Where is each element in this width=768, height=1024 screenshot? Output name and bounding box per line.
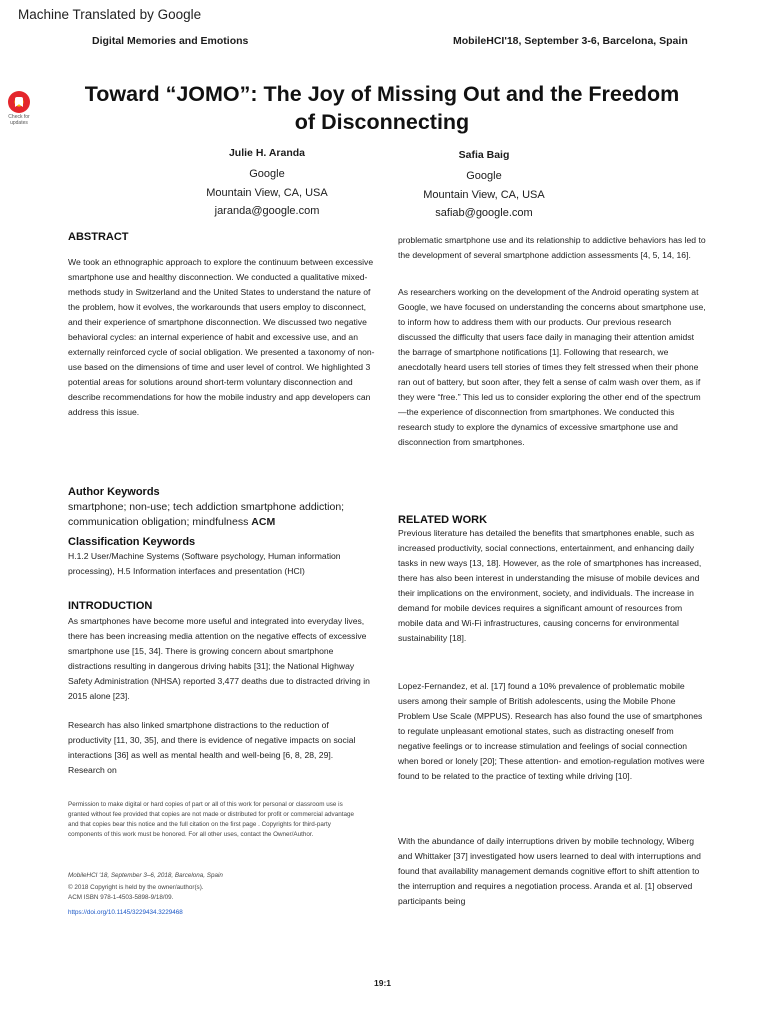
check-for-updates-badge[interactable] <box>4 91 34 127</box>
introduction-paragraph-1: As smartphones have become more useful and integrated into everyday lives, there has been increasing media attention on the negative effects of excessive smartphone use [15, 34]. There is growing concern about smartphone distractions resulting in dangerous driving habits [31]; the National Highway Safety Administration (NHSA) reported 3,477 deaths due to distracted driving in 2015 alone [23]. <box>68 616 370 701</box>
abstract-body: We took an ethnographic approach to explore the continuum between excessive smartphone use and healthy disconnection. We conducted a qualitative mixed-methods study in Switzerland and the United States to understand the nature of the problem, how it evolves, the workarounds that users employ to disconnect, and their experience of smartphone disconnection. We discussed two negative behavioral cycles: an internal experience of habit and excessive use, and an externally reinforced cycle of social obligation. We presented a taxonomy of non-use based on the dimensions of time and user level of control. We highlighted 3 potential areas for solutions around short-term voluntary disconnection and describe recommendations for how the mobile industry and app developers can address this issue. <box>68 257 375 417</box>
author-keywords-body <box>68 500 375 530</box>
footnote-copyright: © 2018 Copyright is held by the owner/author(s). <box>68 884 204 891</box>
author-location: Mountain View, CA, USA <box>206 186 328 199</box>
page-number: 19:1 <box>374 978 392 988</box>
related-work-paragraph-1: Previous literature has detailed the benefits that smartphones enable, such as increased productivity, social connections, entertainment, and enhancing daily tasks in new ways [13, 18]. However, as the role of smartphones has increased, there has also been interest in understanding the misuse of mobile devices and their implications on the environment, society, and individuals. The increase in demand for mobile devices requires a significant amount of resources from mobile data and Wi-Fi infrastructures, causing concerns for environmental sustainability [18]. <box>398 528 702 643</box>
author-block-1 <box>167 147 367 221</box>
footnote-venue: MobileHCI '18, September 3–6, 2018, Barcelona, Spain <box>68 872 223 879</box>
doi-link[interactable]: https://doi.org/10.1145/3229434.3229468 <box>68 909 183 916</box>
right-column-paragraph-1: problematic smartphone use and its relationship to addictive behaviors has led to the development of several smartphone addiction assessments [4, 5, 14, 16]. <box>398 235 706 260</box>
paper-title-line-1: Toward “JOMO”: The Joy of Missing Out and the Freedom <box>84 82 680 106</box>
acm-label: ACM <box>251 516 276 528</box>
bookmark-icon <box>8 91 30 113</box>
running-header-track: Digital Memories and Emotions <box>92 35 249 47</box>
check-for-updates-label: Check for updates <box>8 114 30 126</box>
classification-keywords-body: H.1.2 User/Machine Systems (Software psychology, Human information processing), H.5 Information interfaces and presentation (HCI) <box>68 551 341 576</box>
right-column-paragraph-2: As researchers working on the development of the Android operating system at Google, we have focused on understanding the concerns about smartphone use, to inform how to address them with our products. Our previous research discussed the difficulty that users face daily in managing their attention amidst the barrage of smartphone notifications [1]. Following that research, we anecdotally heard users tell stories of times they felt stressed when their phone ran out of battery, but soon after, they felt a sense of calm wash over them, as if they were “free.” This led us to consider exploring the other end of the spectrum—the experience of disconnection from smartphones. We conducted this research study to explore the dynamics of excessive smartphone use and disconnection from smartphones. <box>398 287 706 447</box>
classification-keywords-heading: Classification Keywords <box>68 536 196 548</box>
introduction-paragraph-2: Research has also linked smartphone distractions to the reduction of productivity [11, 30, 35], and there is evidence of negative impacts on social interactions [36] as well as mental health and well-being [6, 8, 28, 29]. Research on <box>68 720 356 775</box>
author-email[interactable]: safiab@google.com <box>435 207 533 219</box>
abstract-heading: ABSTRACT <box>68 231 129 243</box>
author-affiliation: Google <box>249 168 285 180</box>
footnote-isbn: ACM ISBN 978-1-4503-5898-9/18/09. <box>68 894 174 901</box>
permission-notice: Permission to make digital or hard copies of part or all of this work for personal or classroom use is granted without fee provided that copies are not made or distributed for profit or commercial advantage and that copies bear this notice and the full citation on the first page . Copyrights for third-party components of this work must be honored. For all other uses, contact the Owner/Author. <box>68 801 354 838</box>
running-header-venue: MobileHCI'18, September 3-6, Barcelona, Spain <box>453 35 688 47</box>
paper-title-line-2: of Disconnecting <box>294 110 470 134</box>
related-work-paragraph-3: With the abundance of daily interruptions driven by mobile technology, Wiberg and Whittaker [37] investigated how users learned to deal with interruptions and found that availability management demands cognitive effort to shift attention to the interruption and requires a negotiation process. Aranda et al. [1] observed participants being <box>398 836 701 906</box>
paper-title <box>40 80 724 136</box>
introduction-heading: INTRODUCTION <box>68 600 153 612</box>
author-name: Safia Baig <box>458 149 510 161</box>
author-location: Mountain View, CA, USA <box>423 188 545 201</box>
author-keywords-text: smartphone; non-use; tech addiction smartphone addiction; communication obligation; mindfulness <box>68 501 345 528</box>
author-name: Julie H. Aranda <box>228 147 306 159</box>
machine-translated-banner: Machine Translated by Google <box>18 7 202 22</box>
related-work-paragraph-2: Lopez-Fernandez, et al. [17] found a 10% prevalence of problematic mobile users among their sample of British adolescents, using the Mobile Phone Problem Use Scale (MPPUS). Research has also found the use of smartphones to regulate unpleasant emotional states, such as distracting oneself from negative feelings or to increase stimulation and feelings of social connection when bored or lonely [20]; These attention- and emotion-regulation motives were found to be related to the practice of texting while driving [10]. <box>398 681 705 781</box>
author-email[interactable]: jaranda@google.com <box>214 205 320 217</box>
author-keywords-heading: Author Keywords <box>68 486 160 498</box>
author-block-2 <box>384 149 584 223</box>
author-affiliation: Google <box>466 170 502 182</box>
related-work-heading: RELATED WORK <box>398 514 488 526</box>
